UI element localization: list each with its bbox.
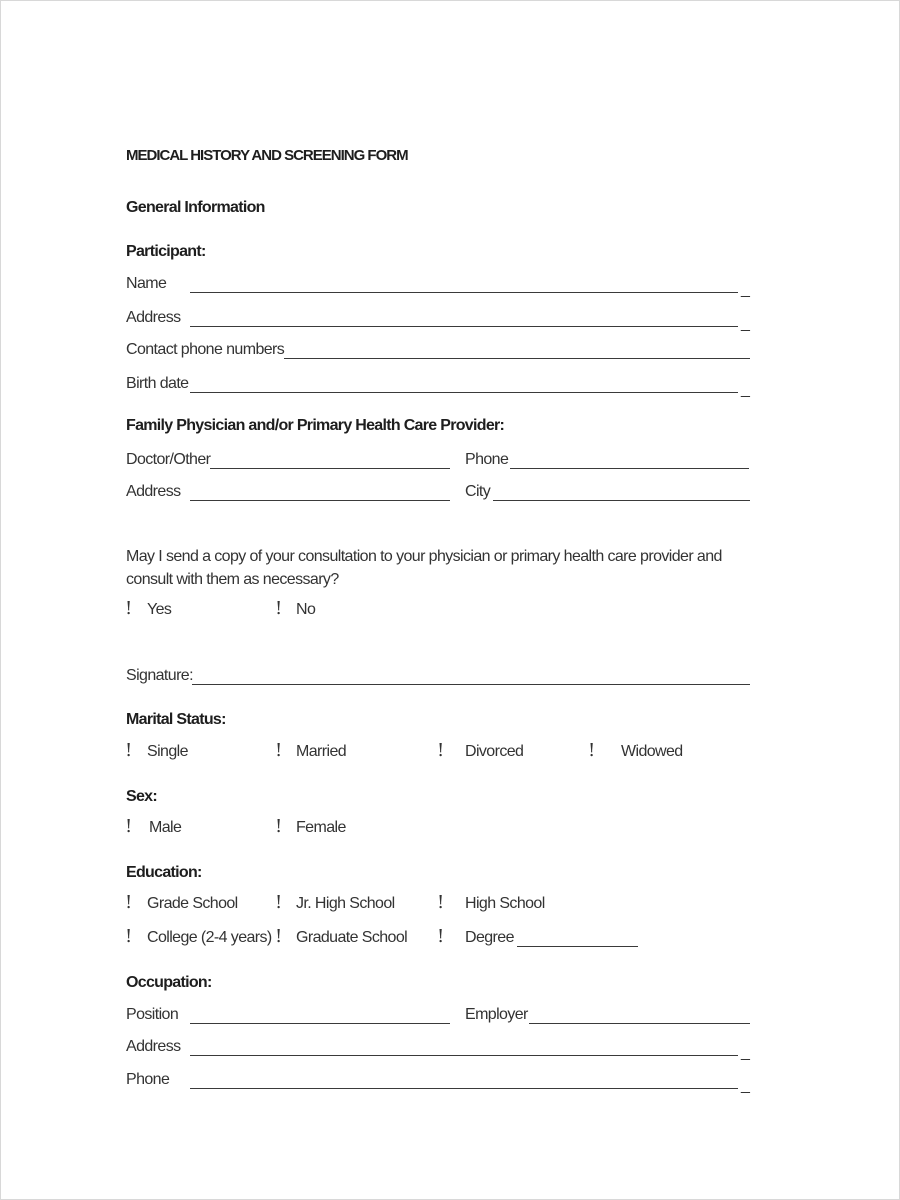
participant-heading: Participant: — [126, 243, 206, 260]
physician-city-label: City — [465, 483, 491, 500]
consent-question-line2: consult with them as necessary? — [126, 571, 339, 588]
education-option-degree: Degree — [465, 929, 514, 946]
physician-address-label: Address — [126, 483, 181, 500]
checkbox-high-school[interactable]: ! — [437, 892, 445, 913]
checkbox-graduate-school[interactable]: ! — [275, 926, 283, 947]
occupation-phone-field[interactable] — [190, 1088, 738, 1089]
participant-name-field[interactable] — [190, 292, 738, 293]
participant-name-label: Name — [126, 275, 167, 292]
checkbox-male[interactable]: ! — [125, 816, 133, 837]
physician-doctor-label: Doctor/Other — [126, 451, 211, 468]
occupation-heading: Occupation: — [126, 974, 212, 991]
occupation-employer-label: Employer — [465, 1006, 528, 1023]
physician-doctor-field[interactable] — [210, 468, 450, 469]
line-tail: _ — [741, 1077, 750, 1094]
occupation-address-label: Address — [126, 1038, 181, 1055]
consent-yes-label: Yes — [147, 601, 172, 618]
education-heading: Education: — [126, 864, 202, 881]
occupation-position-field[interactable] — [190, 1023, 450, 1024]
checkbox-degree[interactable]: ! — [437, 926, 445, 947]
physician-heading: Family Physician and/or Primary Health Care Provider: — [126, 417, 505, 434]
physician-phone-field[interactable] — [510, 468, 749, 469]
sex-heading: Sex: — [126, 788, 157, 805]
signature-field[interactable] — [192, 684, 750, 685]
marital-option-married: Married — [296, 743, 347, 760]
section-general-information: General Information — [126, 199, 265, 216]
line-tail: _ — [741, 381, 750, 398]
checkbox-divorced[interactable]: ! — [437, 740, 445, 761]
line-tail: _ — [741, 281, 750, 298]
marital-status-heading: Marital Status: — [126, 711, 226, 728]
checkbox-jr-high-school[interactable]: ! — [275, 892, 283, 913]
marital-option-divorced: Divorced — [465, 743, 524, 760]
sex-option-female: Female — [296, 819, 346, 836]
consent-no-label: No — [296, 601, 316, 618]
education-option-jr-high-school: Jr. High School — [296, 895, 395, 912]
education-option-grade-school: Grade School — [147, 895, 238, 912]
physician-city-field[interactable] — [493, 500, 750, 501]
physician-phone-label: Phone — [465, 451, 509, 468]
participant-address-label: Address — [126, 309, 181, 326]
checkbox-married[interactable]: ! — [275, 740, 283, 761]
checkbox-single[interactable]: ! — [125, 740, 133, 761]
consent-question-line1: May I send a copy of your consultation to your physician or primary health care provider and — [126, 548, 722, 565]
participant-phone-label: Contact phone numbers — [126, 341, 285, 358]
occupation-phone-label: Phone — [126, 1071, 170, 1088]
education-option-graduate-school: Graduate School — [296, 929, 408, 946]
sex-option-male: Male — [149, 819, 182, 836]
checkbox-no[interactable]: ! — [275, 598, 283, 619]
degree-field[interactable] — [517, 946, 638, 947]
line-tail: _ — [741, 315, 750, 332]
education-option-college: College (2-4 years) — [147, 929, 272, 946]
checkbox-widowed[interactable]: ! — [588, 740, 596, 761]
form-title: MEDICAL HISTORY AND SCREENING FORM — [126, 147, 408, 164]
signature-label: Signature: — [126, 667, 193, 684]
line-tail: _ — [741, 1044, 750, 1061]
occupation-address-field[interactable] — [190, 1055, 738, 1056]
physician-address-field[interactable] — [190, 500, 450, 501]
education-option-high-school: High School — [465, 895, 545, 912]
occupation-position-label: Position — [126, 1006, 179, 1023]
marital-option-single: Single — [147, 743, 188, 760]
occupation-employer-field[interactable] — [529, 1023, 750, 1024]
participant-phone-field[interactable] — [284, 358, 750, 359]
checkbox-female[interactable]: ! — [275, 816, 283, 837]
marital-option-widowed: Widowed — [621, 743, 683, 760]
checkbox-college[interactable]: ! — [125, 926, 133, 947]
participant-birthdate-field[interactable] — [190, 392, 738, 393]
participant-birthdate-label: Birth date — [126, 375, 189, 392]
participant-address-field[interactable] — [190, 326, 738, 327]
checkbox-grade-school[interactable]: ! — [125, 892, 133, 913]
checkbox-yes[interactable]: ! — [125, 598, 133, 619]
